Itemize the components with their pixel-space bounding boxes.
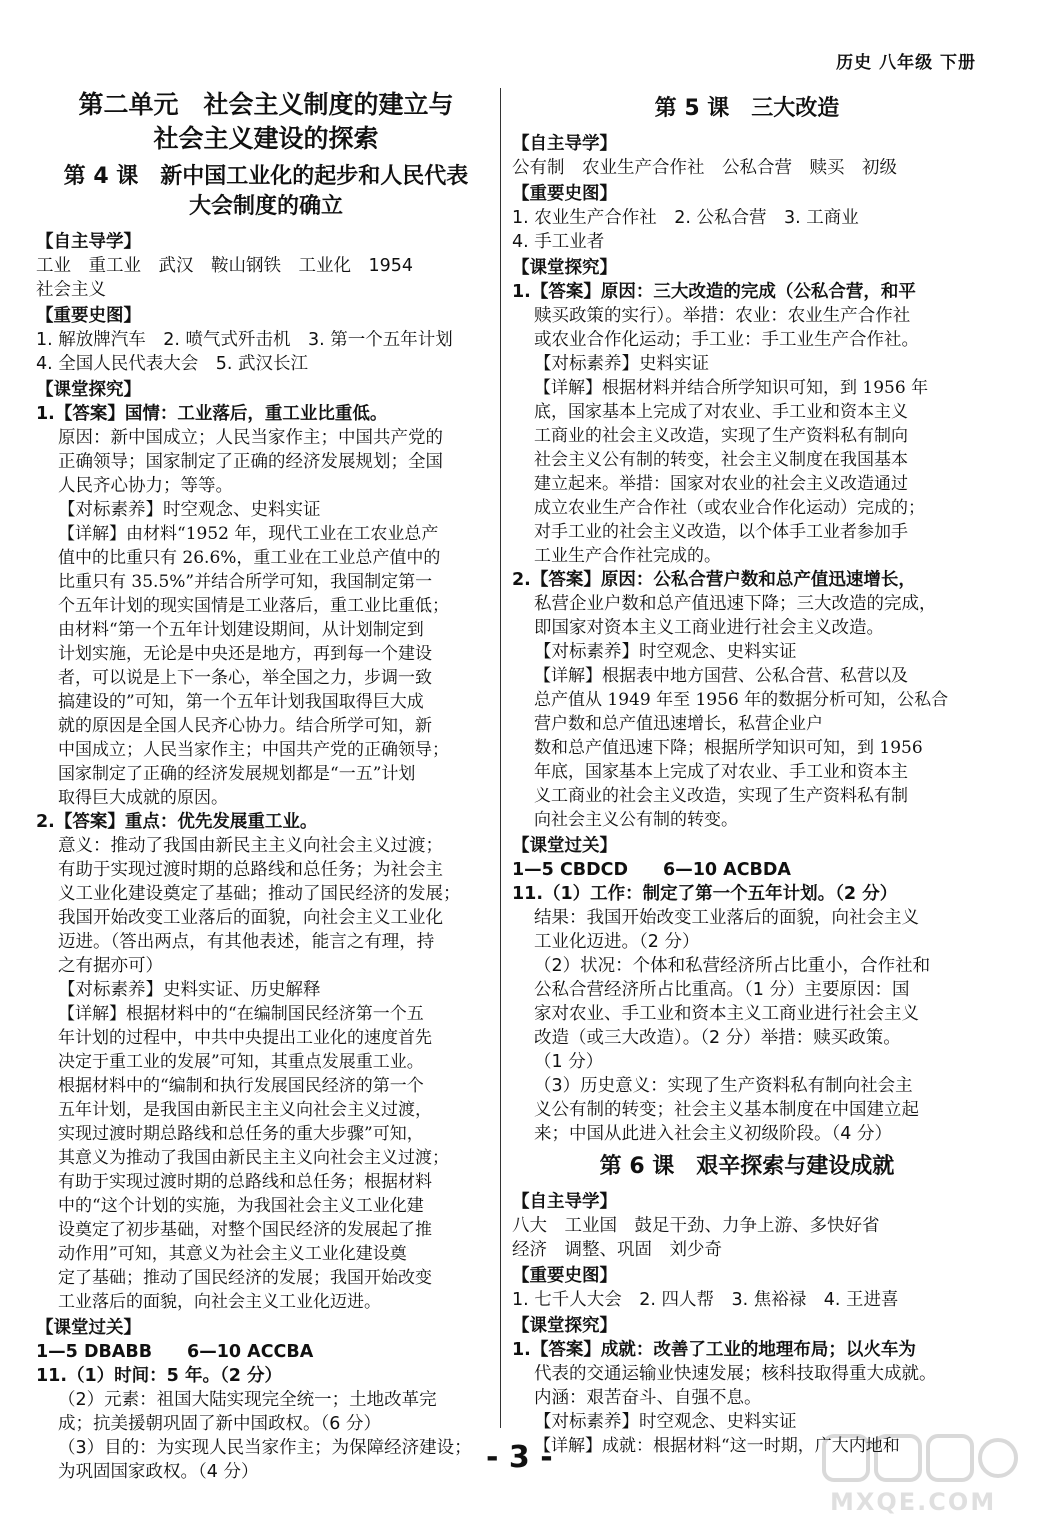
answer-line: 1.【答案】原因：三大改造的完成（公私合营，和平 bbox=[512, 282, 916, 302]
text-line: （2）元素：祖国大陆实现完全统一；土地改革完 bbox=[58, 1390, 437, 1410]
text-line: 公私合营经济所占比重高。（1 分）主要原因：国 bbox=[534, 980, 910, 1000]
detail-line: 有助于实现过渡时期的总路线和总任务；根据材料 bbox=[58, 1172, 432, 1192]
watermark-text: MXQE.COM bbox=[830, 1488, 997, 1516]
text-line: （3）目的：为实现人民当家作主；为保障经济建设； bbox=[58, 1438, 472, 1458]
answer-key-line: 1—5 DBABB 6—10 ACCBA bbox=[36, 1342, 314, 1362]
detail-line: 义工商业的社会主义改造，实现了生产资料私有制 bbox=[534, 786, 908, 806]
text-line: 1. 农业生产合作社 2. 公私合营 3. 工商业 bbox=[512, 208, 859, 228]
text-line: 经济 调整、巩固 刘少奇 bbox=[512, 1240, 722, 1260]
section-heading-ketang: 【课堂探究】 bbox=[512, 258, 617, 278]
lesson-5-title: 第 5 课 三大改造 bbox=[654, 96, 840, 121]
text-line: 【对标素养】时空观念、史料实证 bbox=[534, 642, 797, 662]
text-line: 私营企业户数和总产值迅速下降；三大改造的完成， bbox=[534, 594, 937, 614]
detail-line: 【详解】成就：根据材料“这一时期，广大内地和 bbox=[534, 1436, 900, 1456]
section-heading-zizhu: 【自主导学】 bbox=[512, 1192, 617, 1212]
detail-line: 设奠定了初步基础，对整个国民经济的发展起了推 bbox=[58, 1220, 432, 1240]
detail-line: 总产值从 1949 年至 1956 年的数据分析可知，公私合 bbox=[534, 690, 949, 710]
text-line: （3）历史意义：实现了生产资料私有制向社会主 bbox=[534, 1076, 913, 1096]
answer-line: 2.【答案】重点：优先发展重工业。 bbox=[36, 812, 318, 832]
detail-line: 其意义为推动了我国由新民主主义向社会主义过渡； bbox=[58, 1148, 449, 1168]
detail-line: 建立起来。举措：国家对农业的社会主义改造通过 bbox=[534, 474, 908, 494]
lesson-4-title-line-1: 第 4 课 新中国工业化的起步和人民代表 bbox=[63, 164, 469, 189]
text-line: 4. 手工业者 bbox=[512, 232, 605, 252]
detail-line: 年底，国家基本上完成了对农业、手工业和资本主 bbox=[534, 762, 908, 782]
text-line: 为巩固国家政权。（4 分） bbox=[58, 1462, 259, 1482]
detail-line: 成立农业生产合作社（或农业合作化运动）完成的； bbox=[534, 498, 925, 518]
detail-line: 工商业的社会主义改造，实现了生产资料私有制向 bbox=[534, 426, 908, 446]
answer-line: 1.【答案】国情：工业落后，重工业比重低。 bbox=[36, 404, 388, 424]
detail-line: 由材料“第一个五年计划建设期间，从计划制定到 bbox=[58, 620, 424, 640]
detail-line: 【详解】根据表中地方国营、公私合营、私营以及 bbox=[534, 666, 908, 686]
text-line: 义公有制的转变；社会主义基本制度在中国建立起 bbox=[534, 1100, 919, 1120]
section-heading-guoguan: 【课堂过关】 bbox=[36, 1318, 141, 1338]
detail-line: 计划实施，无论是中央还是地方，再到每一个建设 bbox=[58, 644, 432, 664]
text-line: 家对农业、手工业和资本主义工商业进行社会主义 bbox=[534, 1004, 919, 1024]
detail-line: 中的“这个计划的实施，为我国社会主义工业化建 bbox=[58, 1196, 424, 1216]
detail-line: 工业落后的面貌，向社会主义工业化迈进。 bbox=[58, 1292, 381, 1312]
detail-line: 向社会主义公有制的转变。 bbox=[534, 810, 738, 830]
text-line: 工业化迈进。（2 分） bbox=[534, 932, 700, 952]
answer-key-line: 1—5 CBDCD 6—10 ACBDA bbox=[512, 860, 791, 880]
detail-line: 对手工业的社会主义改造，以个体手工业者参加手 bbox=[534, 522, 908, 542]
left-column bbox=[36, 88, 496, 1484]
text-line: 人民齐心协力；等等。 bbox=[58, 476, 233, 496]
detail-line: 【详解】由材料“1952 年，现代工业在工农业总产 bbox=[58, 524, 439, 544]
detail-line: 底，国家基本上完成了对农业、手工业和资本主义 bbox=[534, 402, 908, 422]
unit-title bbox=[36, 88, 496, 156]
detail-line: 国家制定了正确的经济发展规划都是“一五”计划 bbox=[58, 764, 416, 784]
detail-line: 【详解】根据材料并结合所学知识可知，到 1956 年 bbox=[534, 378, 929, 398]
text-line: 1. 解放牌汽车 2. 喷气式歼击机 3. 第一个五年计划 bbox=[36, 330, 453, 350]
detail-line: 就的原因是全国人民齐心协力。结合所学可知，新 bbox=[58, 716, 432, 736]
text-line: 改造（或三大改造）。（2 分）举措：赎买政策。 bbox=[534, 1028, 901, 1048]
text-line: 代表的交通运输业快速发展；核科技取得重大成就。 bbox=[534, 1364, 937, 1384]
book-header-tag: 历史 八年级 下册 bbox=[836, 53, 976, 73]
watermark-logo-icon bbox=[820, 1430, 1020, 1490]
text-line: 义工业化建设奠定了基础；推动了国民经济的发展； bbox=[58, 884, 461, 904]
text-line: 4. 全国人民代表大会 5. 武汉长江 bbox=[36, 354, 309, 374]
detail-line: 值中的比重只有 26.6%，重工业在工业总产值中的 bbox=[58, 548, 441, 568]
text-line: 之有据亦可） bbox=[58, 956, 163, 976]
text-line: 结果：我国开始改变工业落后的面貌，向社会主义 bbox=[534, 908, 919, 928]
text-line: 社会主义 bbox=[36, 280, 106, 300]
text-line: 来；中国从此进入社会主义初级阶段。（4 分） bbox=[534, 1124, 892, 1144]
detail-line: 者，可以说是上下一条心，举全国之力，步调一致 bbox=[58, 668, 432, 688]
right-column bbox=[512, 88, 982, 1458]
section-heading-guoguan: 【课堂过关】 bbox=[512, 836, 617, 856]
text-line: 工业 重工业 武汉 鞍山钢铁 工业化 1954 bbox=[36, 256, 414, 276]
text-line: 公有制 农业生产合作社 公私合营 赎买 初级 bbox=[512, 158, 897, 178]
text-line: 或农业合作化运动；手工业：手工业生产合作社。 bbox=[534, 330, 919, 350]
detail-line: 定了基础；推动了国民经济的发展；我国开始改变 bbox=[58, 1268, 432, 1288]
text-line: 原因：新中国成立；人民当家作主；中国共产党的 bbox=[58, 428, 443, 448]
section-heading-ketang: 【课堂探究】 bbox=[512, 1316, 617, 1336]
detail-line: 【详解】根据材料中的“在编制国民经济第一个五 bbox=[58, 1004, 424, 1024]
unit-title-line-2: 社会主义建设的探索 bbox=[153, 124, 379, 153]
unit-title-line-1: 第二单元 社会主义制度的建立与 bbox=[78, 90, 454, 119]
detail-line: 实现过渡时期总路线和总任务的重大步骤”可知， bbox=[58, 1124, 424, 1144]
answer-line: 2.【答案】原因：公私合营户数和总产值迅速增长， bbox=[512, 570, 916, 590]
section-heading-zhongyao: 【重要史图】 bbox=[36, 306, 141, 326]
answer-line: 11.（1）工作：制定了第一个五年计划。（2 分） bbox=[512, 884, 898, 904]
text-line: 迈进。（答出两点，有其他表述，能言之有理，持 bbox=[58, 932, 435, 952]
text-line: （1 分） bbox=[534, 1052, 604, 1072]
section-heading-zizhu: 【自主导学】 bbox=[36, 232, 141, 252]
detail-line: 决定于重工业的发展”可知，其重点发展重工业。 bbox=[58, 1052, 424, 1072]
section-heading-zhongyao: 【重要史图】 bbox=[512, 1266, 617, 1286]
text-line: 我国开始改变工业落后的面貌，向社会主义工业化 bbox=[58, 908, 443, 928]
text-line: 【对标素养】时空观念、史料实证 bbox=[58, 500, 321, 520]
detail-line: 数和总产值迅速下降；根据所学知识可知，到 1956 bbox=[534, 738, 923, 758]
detail-line: 年计划的过程中，中共中央提出工业化的速度首先 bbox=[58, 1028, 432, 1048]
detail-line: 个五年计划的现实国情是工业落后，重工业比重低； bbox=[58, 596, 449, 616]
text-line: 【对标素养】史料实证 bbox=[534, 354, 709, 374]
detail-line: 社会主义公有制的转变，社会主义制度在我国基本 bbox=[534, 450, 908, 470]
section-heading-zizhu: 【自主导学】 bbox=[512, 134, 617, 154]
text-line: 正确领导；国家制定了正确的经济发展规划；全国 bbox=[58, 452, 443, 472]
site-watermark bbox=[820, 1430, 1020, 1520]
section-heading-zhongyao: 【重要史图】 bbox=[512, 184, 617, 204]
lesson-6-title: 第 6 课 艰辛探索与建设成就 bbox=[599, 1154, 895, 1179]
column-divider bbox=[500, 88, 501, 1428]
text-line: （2）状况：个体和私营经济所占比重小，合作社和 bbox=[534, 956, 931, 976]
detail-line: 营户数和总产值迅速增长，私营企业户 bbox=[534, 714, 823, 734]
text-line: 内涵：艰苦奋斗、自强不息。 bbox=[534, 1388, 762, 1408]
text-line: 有助于实现过渡时期的总路线和总任务；为社会主 bbox=[58, 860, 443, 880]
text-line: 八大 工业国 鼓足干劲、力争上游、多快好省 bbox=[512, 1216, 880, 1236]
detail-line: 比重只有 35.5%”并结合所学可知，我国制定第一 bbox=[58, 572, 433, 592]
detail-line: 根据材料中的“编制和执行发展国民经济的第一个 bbox=[58, 1076, 424, 1096]
text-line: 【对标素养】史料实证、历史解释 bbox=[58, 980, 321, 1000]
lesson-4-title bbox=[36, 162, 496, 222]
detail-line: 中国成立；人民当家作主；中国共产党的正确领导； bbox=[58, 740, 449, 760]
text-line: 【对标素养】时空观念、史料实证 bbox=[534, 1412, 797, 1432]
detail-line: 工业生产合作社完成的。 bbox=[534, 546, 721, 566]
answer-line: 11.（1）时间：5 年。（2 分） bbox=[36, 1366, 282, 1386]
text-line: 意义：推动了我国由新民主主义向社会主义过渡； bbox=[58, 836, 443, 856]
text-line: 成；抗美援朝巩固了新中国政权。（6 分） bbox=[58, 1414, 381, 1434]
detail-line: 动作用”可知，其意义为社会主义工业化建设奠 bbox=[58, 1244, 407, 1264]
detail-line: 五年计划，是我国由新民主主义向社会主义过渡， bbox=[58, 1100, 432, 1120]
text-line: 赎买政策的实行）。举措：农业：农业生产合作社 bbox=[534, 306, 911, 326]
answer-line: 1.【答案】成就：改善了工业的地理布局；以火车为 bbox=[512, 1340, 916, 1360]
text-line: 即国家对资本主义工商业进行社会主义改造。 bbox=[534, 618, 884, 638]
page-number: - 3 - bbox=[486, 1440, 553, 1475]
detail-line: 取得巨大成就的原因。 bbox=[58, 788, 228, 808]
text-line: 1. 七千人大会 2. 四人帮 3. 焦裕禄 4. 王进喜 bbox=[512, 1290, 899, 1310]
detail-line: 搞建设的”可知，第一个五年计划我国取得巨大成 bbox=[58, 692, 424, 712]
lesson-4-title-line-2: 大会制度的确立 bbox=[188, 194, 343, 219]
section-heading-ketang: 【课堂探究】 bbox=[36, 380, 141, 400]
